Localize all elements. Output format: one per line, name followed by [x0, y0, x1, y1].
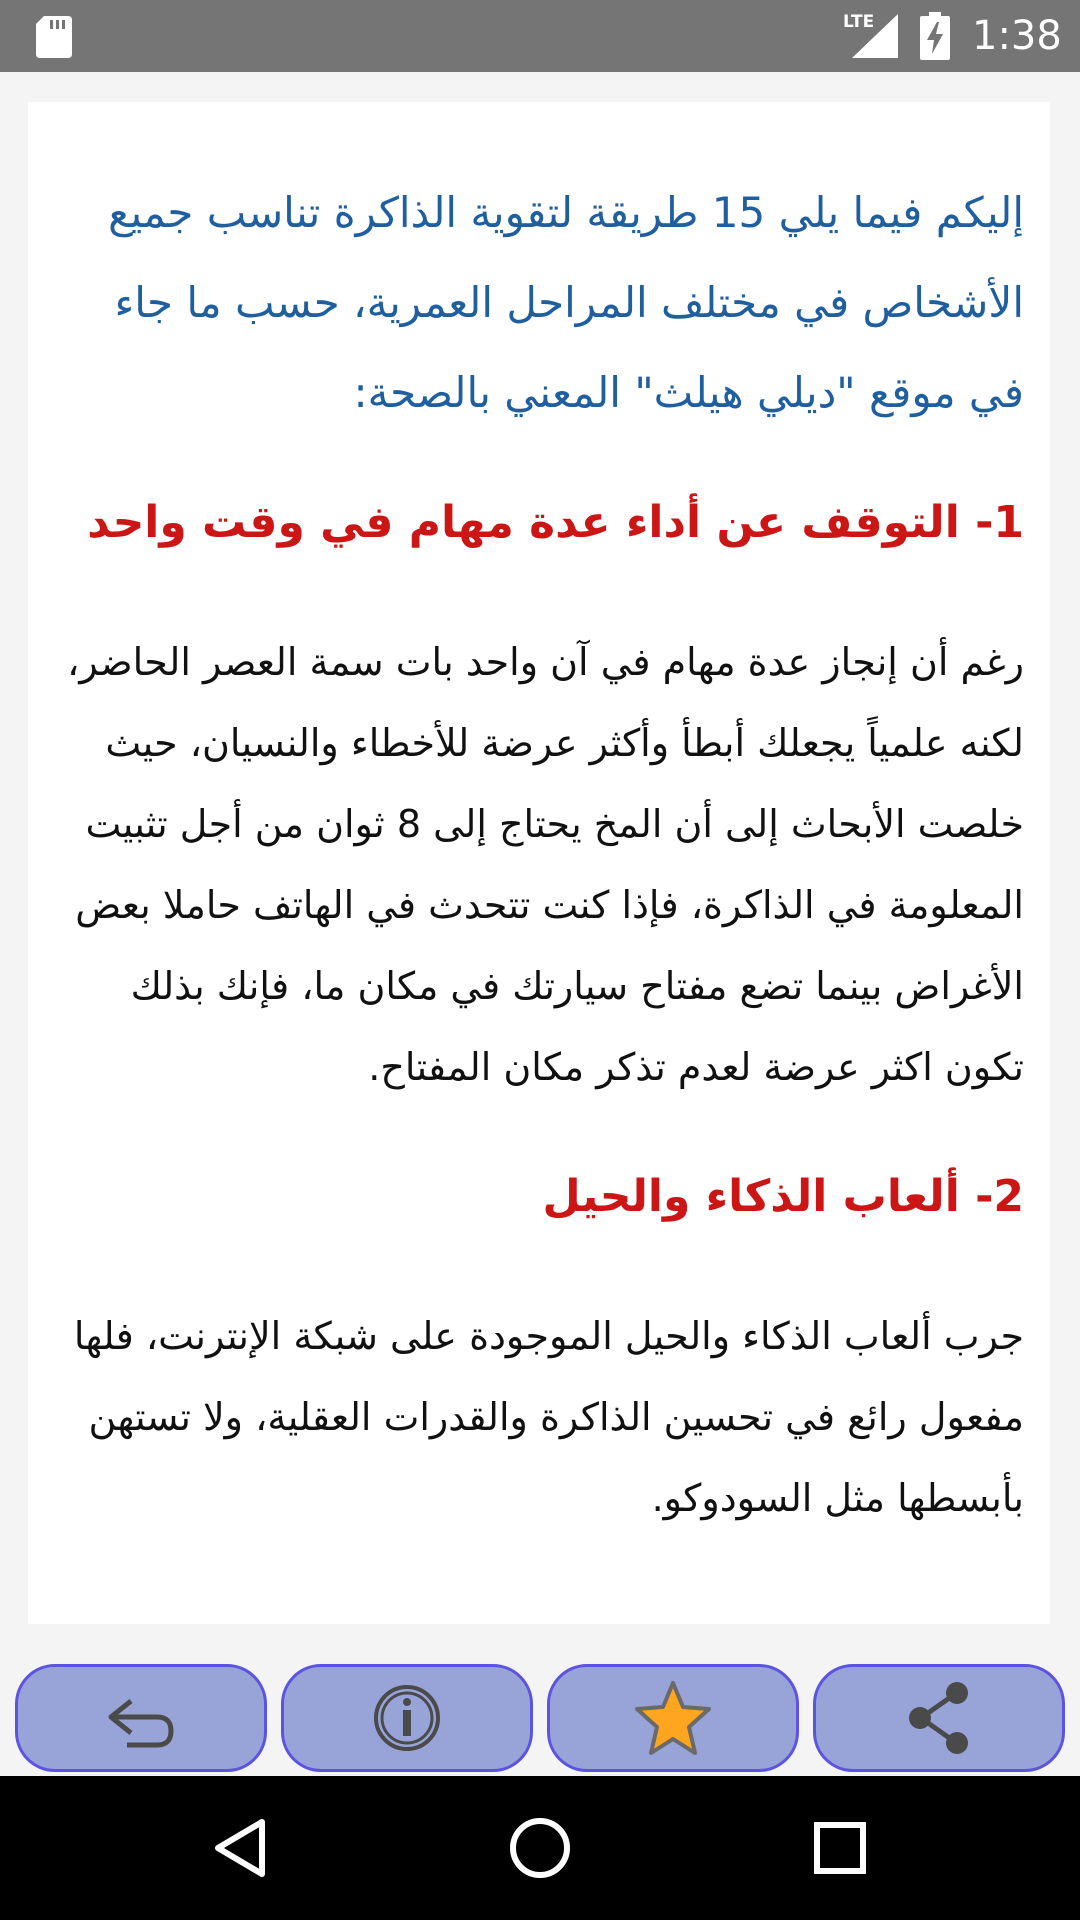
star-icon — [633, 1679, 713, 1757]
sd-card-icon — [36, 16, 72, 58]
back-triangle-icon — [212, 1818, 268, 1878]
nav-home-button[interactable] — [504, 1812, 576, 1884]
share-button[interactable] — [813, 1664, 1065, 1772]
status-clock: 1:38 — [972, 13, 1062, 59]
section-heading-1: 1- التوقف عن أداء عدة مهام في وقت واحد — [87, 497, 1024, 548]
status-bar — [0, 0, 1080, 72]
network-type-label: LTE — [843, 12, 875, 32]
section-body-2: جرب ألعاب الذكاء والحيل الموجودة على شبكة الإنترنت، فلها مفعول رائع في تحسين الذاكرة والقدرات العقلية، ولا تستهن بأبسطها مثل السودوكو. — [73, 1314, 1024, 1520]
nav-recents-button[interactable] — [804, 1812, 876, 1884]
info-icon — [371, 1682, 443, 1754]
section-heading-2: 2- ألعاب الذكاء والحيل — [542, 1171, 1024, 1222]
article-card[interactable] — [28, 102, 1050, 1624]
back-button[interactable] — [15, 1664, 267, 1772]
cell-signal-icon — [852, 14, 898, 58]
favorite-button[interactable] — [547, 1664, 799, 1772]
navigation-bar — [0, 1776, 1080, 1920]
recents-square-icon — [812, 1820, 868, 1876]
share-icon — [899, 1678, 979, 1758]
article-body — [28, 102, 1050, 1539]
info-button[interactable] — [281, 1664, 533, 1772]
nav-back-button[interactable] — [204, 1812, 276, 1884]
section-body-1: رغم أن إنجاز عدة مهام في آن واحد بات سمة العصر الحاضر، لكنه علمياً يجعلك أبطأ وأكثر عرضة للأخطاء والنسيان، حيث خلصت الأبحاث إلى أن المخ يحتاج إلى 8 ثوان من أجل تثبيت المعلومة في الذاكرة، فإذا كنت تتحدث في الهاتف حاملا بعض الأغراض بينما تضع مفتاح سيارتك في مكان ما، فإنك بذلك تكون اكثر عرضة لعدم تذكر مكان المفتاح. — [67, 640, 1024, 1089]
home-circle-icon — [508, 1816, 572, 1880]
bottom-toolbar — [0, 1656, 1080, 1778]
battery-charging-icon — [920, 12, 950, 60]
article-intro: إليكم فيما يلي 15 طريقة لتقوية الذاكرة تناسب جميع الأشخاص في مختلف المراحل العمرية، حسب ما جاء في موقع "ديلي هيلث" المعني بالصحة: — [108, 188, 1024, 417]
undo-arrow-icon — [101, 1683, 181, 1753]
